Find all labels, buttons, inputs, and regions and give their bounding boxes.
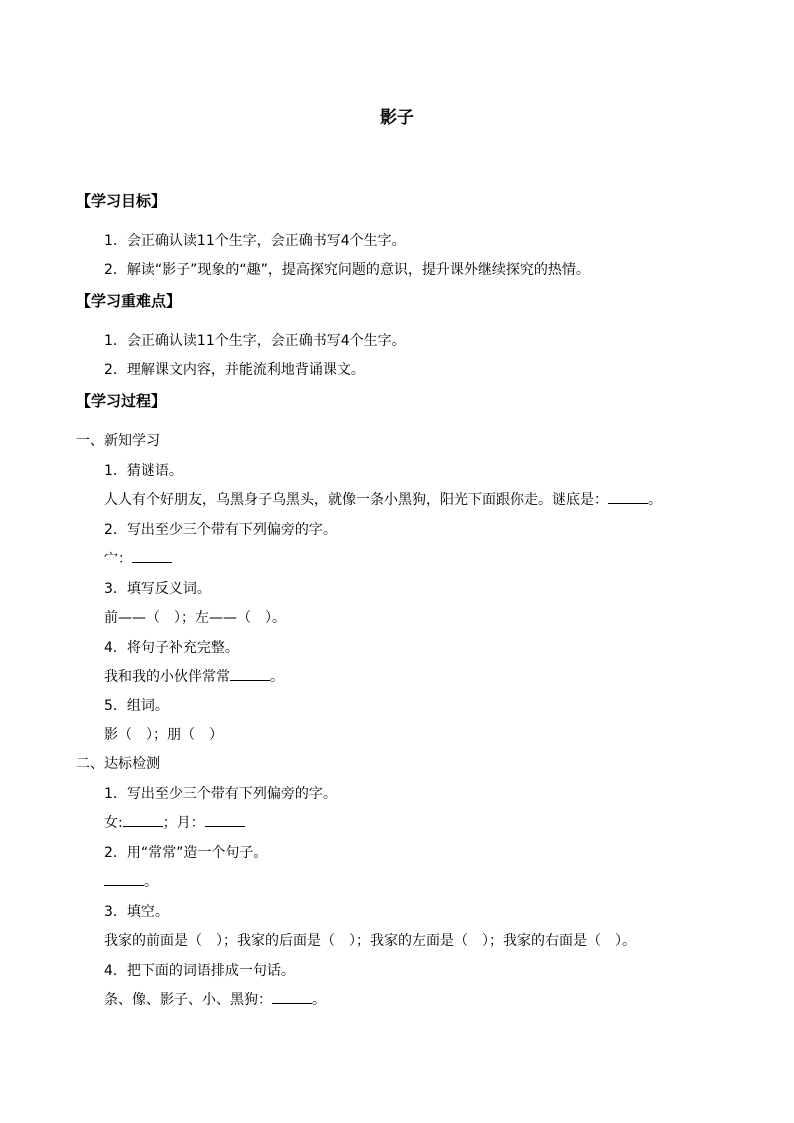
part1-q1: 1．猜谜语。 (104, 463, 183, 479)
sentence-end: 。 (144, 874, 158, 890)
sentence-end: 。 (270, 669, 284, 685)
part1-q4: 4．将句子补充完整。 (104, 640, 239, 656)
answer-blank[interactable] (132, 550, 172, 563)
radical-label-female: 女: (104, 815, 123, 831)
document-title: 影子 (380, 108, 414, 128)
part1-sentence (104, 668, 284, 686)
key-point-item-1: 1．会正确认读11个生字，会正确书写4个生字。 (104, 333, 406, 349)
part2-heading: 二、达标检测 (76, 756, 160, 772)
answer-blank[interactable] (272, 991, 312, 1004)
part1-q5: 5．组词。 (104, 698, 169, 714)
radical-label: 宀： (104, 551, 132, 567)
riddle-end: 。 (648, 492, 662, 508)
key-point-item-2: 2．理解课文内容，并能流利地背诵课文。 (104, 362, 365, 378)
answer-blank[interactable] (205, 814, 245, 827)
part2-q2: 2．用“常常”造一个句子。 (104, 845, 268, 861)
part1-q3: 3．填写反义词。 (104, 581, 211, 597)
answer-blank[interactable] (230, 668, 270, 681)
part2-sentence (104, 873, 158, 891)
heading-key-points: 【学习重难点】 (76, 292, 182, 310)
answer-blank[interactable] (608, 491, 648, 504)
sentence-text: 我和我的小伙伴常常 (104, 669, 230, 685)
part1-heading: 一、新知学习 (76, 433, 160, 449)
part2-q3: 3．填空。 (104, 904, 169, 920)
heading-learning-goals: 【学习目标】 (76, 192, 167, 210)
part2-q4: 4．把下面的词语排成一句话。 (104, 963, 295, 979)
part1-radical (104, 550, 172, 568)
riddle-text: 人人有个好朋友，乌黑身子乌黑头，就像一条小黑狗，阳光下面跟你走。谜底是： (104, 492, 608, 508)
part1-antonyms: 前——（ ）；左——（ ）。 (104, 610, 286, 626)
part2-radicals (104, 814, 245, 832)
goal-item-2: 2．解读“影子”现象的“趣”，提高探究问题的意识，提升课外继续探究的热情。 (104, 262, 590, 278)
part1-words: 影（ ）；朋（ ） (104, 727, 223, 743)
heading-learning-process: 【学习过程】 (76, 392, 167, 410)
arrange-end: 。 (312, 992, 326, 1008)
answer-blank[interactable] (123, 814, 163, 827)
part2-directions: 我家的前面是（ ）；我家的后面是（ ）；我家的左面是（ ）；我家的右面是（ ）。 (104, 933, 636, 949)
part2-q1: 1．写出至少三个带有下列偏旁的字。 (104, 786, 337, 802)
part2-arrange (104, 991, 326, 1009)
goal-item-1: 1．会正确认读11个生字，会正确书写4个生字。 (104, 233, 406, 249)
arrange-words: 条、像、影子、小、黑狗： (104, 992, 272, 1008)
radical-label-moon: ；月： (162, 815, 205, 831)
answer-blank[interactable] (104, 873, 144, 886)
part1-riddle (104, 491, 662, 509)
part1-q2: 2．写出至少三个带有下列偏旁的字。 (104, 522, 337, 538)
